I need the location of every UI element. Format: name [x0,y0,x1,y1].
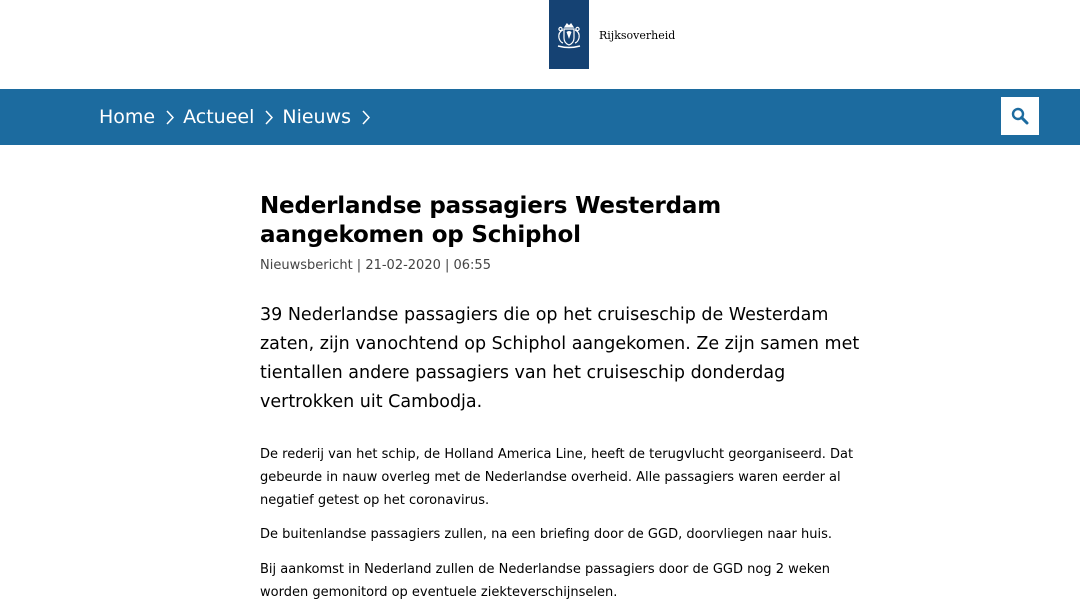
breadcrumb [99,89,379,145]
search-button[interactable] [1001,97,1039,135]
article-paragraph: Bij aankomst in Nederland zullen de Nederlandse passagiers door de GGD nog 2 weken worden gemonitord op eventuele ziekteverschijnselen. [260,562,831,600]
article-lead: 39 Nederlandse passagiers die op het cruiseschip de Westerdam zaten, zijn vanochtend op Schiphol aangekomen. Ze zijn samen met tientallen andere passagiers van het cruiseschip donderdag vertrokken uit Cambodja. [260,305,860,412]
article-paragraph: De rederij van het schip, de Holland America Line, heeft de terugvlucht georganiseerd. Dat gebeurde in nauw overleg met de Nederlandse overheid. Alle passagiers waren eerder al negatief getest op het coronavirus. [260,447,854,508]
coat-of-arms-icon [552,18,586,52]
article-paragraph: De buitenlandse passagiers zullen, na een briefing door de GGD, doorvliegen naar huis. [260,527,833,542]
breadcrumb-home[interactable]: Home [99,106,156,128]
article-title: Nederlandse passagiers Westerdam aangekomen op Schiphol [260,193,721,248]
chevron-right-icon [166,110,174,125]
article-meta: Nieuwsbericht | 21-02-2020 | 06:55 [260,258,491,273]
article [260,192,870,604]
chevron-right-icon [362,110,370,125]
rijksoverheid-logo[interactable] [549,0,589,69]
breadcrumb-actueel[interactable]: Actueel [183,106,255,128]
chevron-right-icon [265,110,273,125]
search-icon [1011,107,1029,125]
navigation-bar [0,89,1080,145]
breadcrumb-nieuws[interactable]: Nieuws [282,106,352,128]
logo-text[interactable]: Rijksoverheid [599,29,676,42]
site-header [0,0,1080,89]
